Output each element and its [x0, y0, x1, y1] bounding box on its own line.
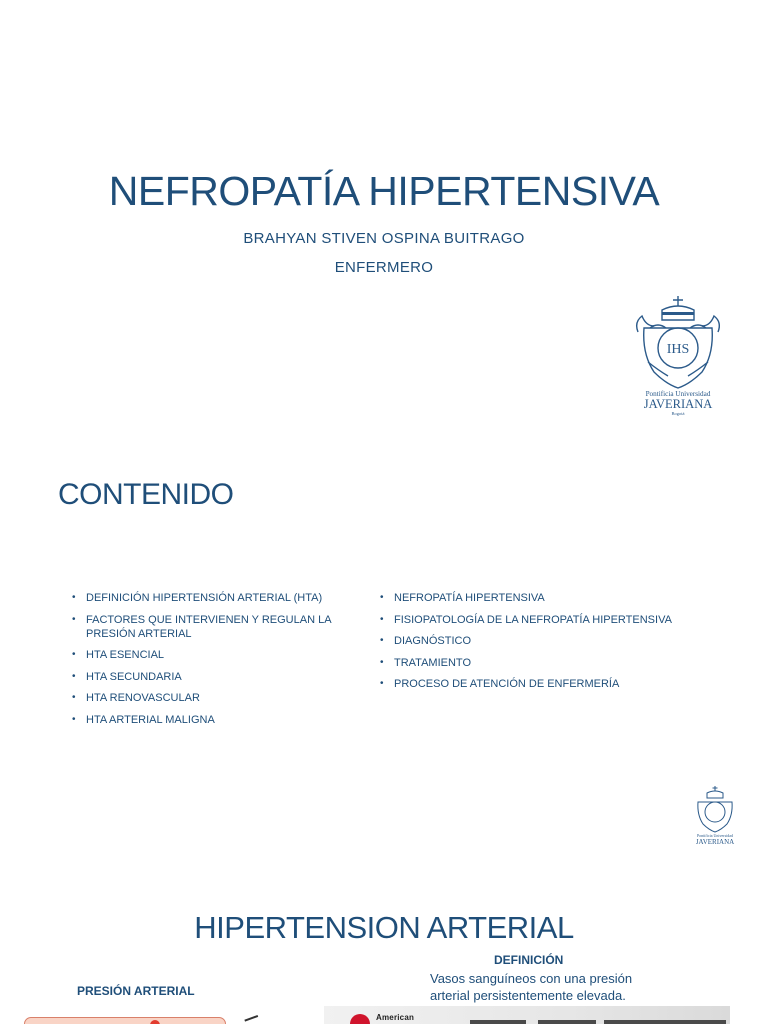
author-name: BRAHYAN STIVEN OSPINA BUITRAGO [243, 230, 525, 247]
javeriana-logo-small [690, 784, 740, 846]
table-header-cell [470, 1020, 526, 1024]
title-slide [0, 0, 768, 432]
contents-list-right [380, 591, 680, 699]
blood-vessel-illustration [24, 1017, 226, 1024]
list-item: • HTA SECUNDARIA [72, 670, 362, 684]
blood-cell-icon [150, 1020, 160, 1024]
table-header-cell [604, 1020, 726, 1024]
list-item: • HTA RENOVASCULAR [72, 691, 362, 705]
logo-small-line1: Pontificia Universidad [696, 833, 734, 838]
contents-list-left [72, 591, 362, 734]
slide-title: HIPERTENSION ARTERIAL [194, 910, 574, 945]
list-item: • PROCESO DE ATENCIÓN DE ENFERMERÍA [380, 677, 680, 691]
list-item: • DEFINICIÓN HIPERTENSIÓN ARTERIAL (HTA) [72, 591, 362, 605]
presentation-title: NEFROPATÍA HIPERTENSIVA [108, 168, 660, 214]
list-item: • HTA ARTERIAL MALIGNA [72, 713, 362, 727]
list-item: • DIAGNÓSTICO [380, 634, 680, 648]
hypertension-slide [0, 880, 768, 1024]
list-item: • TRATAMIENTO [380, 656, 680, 670]
definicion-label: DEFINICIÓN [494, 953, 564, 967]
logo-line3: Bogotá [671, 411, 685, 416]
author-role: ENFERMERO [334, 259, 434, 276]
definicion-text: Vasos sanguíneos con una presión arterial persistentemente elevada. [430, 971, 633, 1003]
presion-arterial-label: PRESIÓN ARTERIAL [77, 984, 195, 998]
logo-small-line2: JAVERIANA [695, 838, 735, 846]
list-item: • NEFROPATÍA HIPERTENSIVA [380, 591, 680, 605]
list-item: • FISIOPATOLOGÍA DE LA NEFROPATÍA HIPERTENSIVA [380, 613, 680, 627]
heart-association-label: American [376, 1013, 415, 1022]
arrow-icon [244, 1015, 261, 1024]
logo-line2: JAVERIANA [643, 397, 713, 411]
list-item: • FACTORES QUE INTERVIENEN Y REGULAN LA PRESIÓN ARTERIAL [72, 613, 362, 641]
logo-monogram: IHS [666, 342, 690, 357]
javeriana-logo [628, 292, 728, 416]
logo-line1: Pontificia Universidad [645, 390, 711, 398]
list-item: • HTA ESENCIAL [72, 648, 362, 662]
table-header-cell [538, 1020, 596, 1024]
contents-slide [0, 440, 768, 846]
contents-title: CONTENIDO [58, 478, 234, 511]
